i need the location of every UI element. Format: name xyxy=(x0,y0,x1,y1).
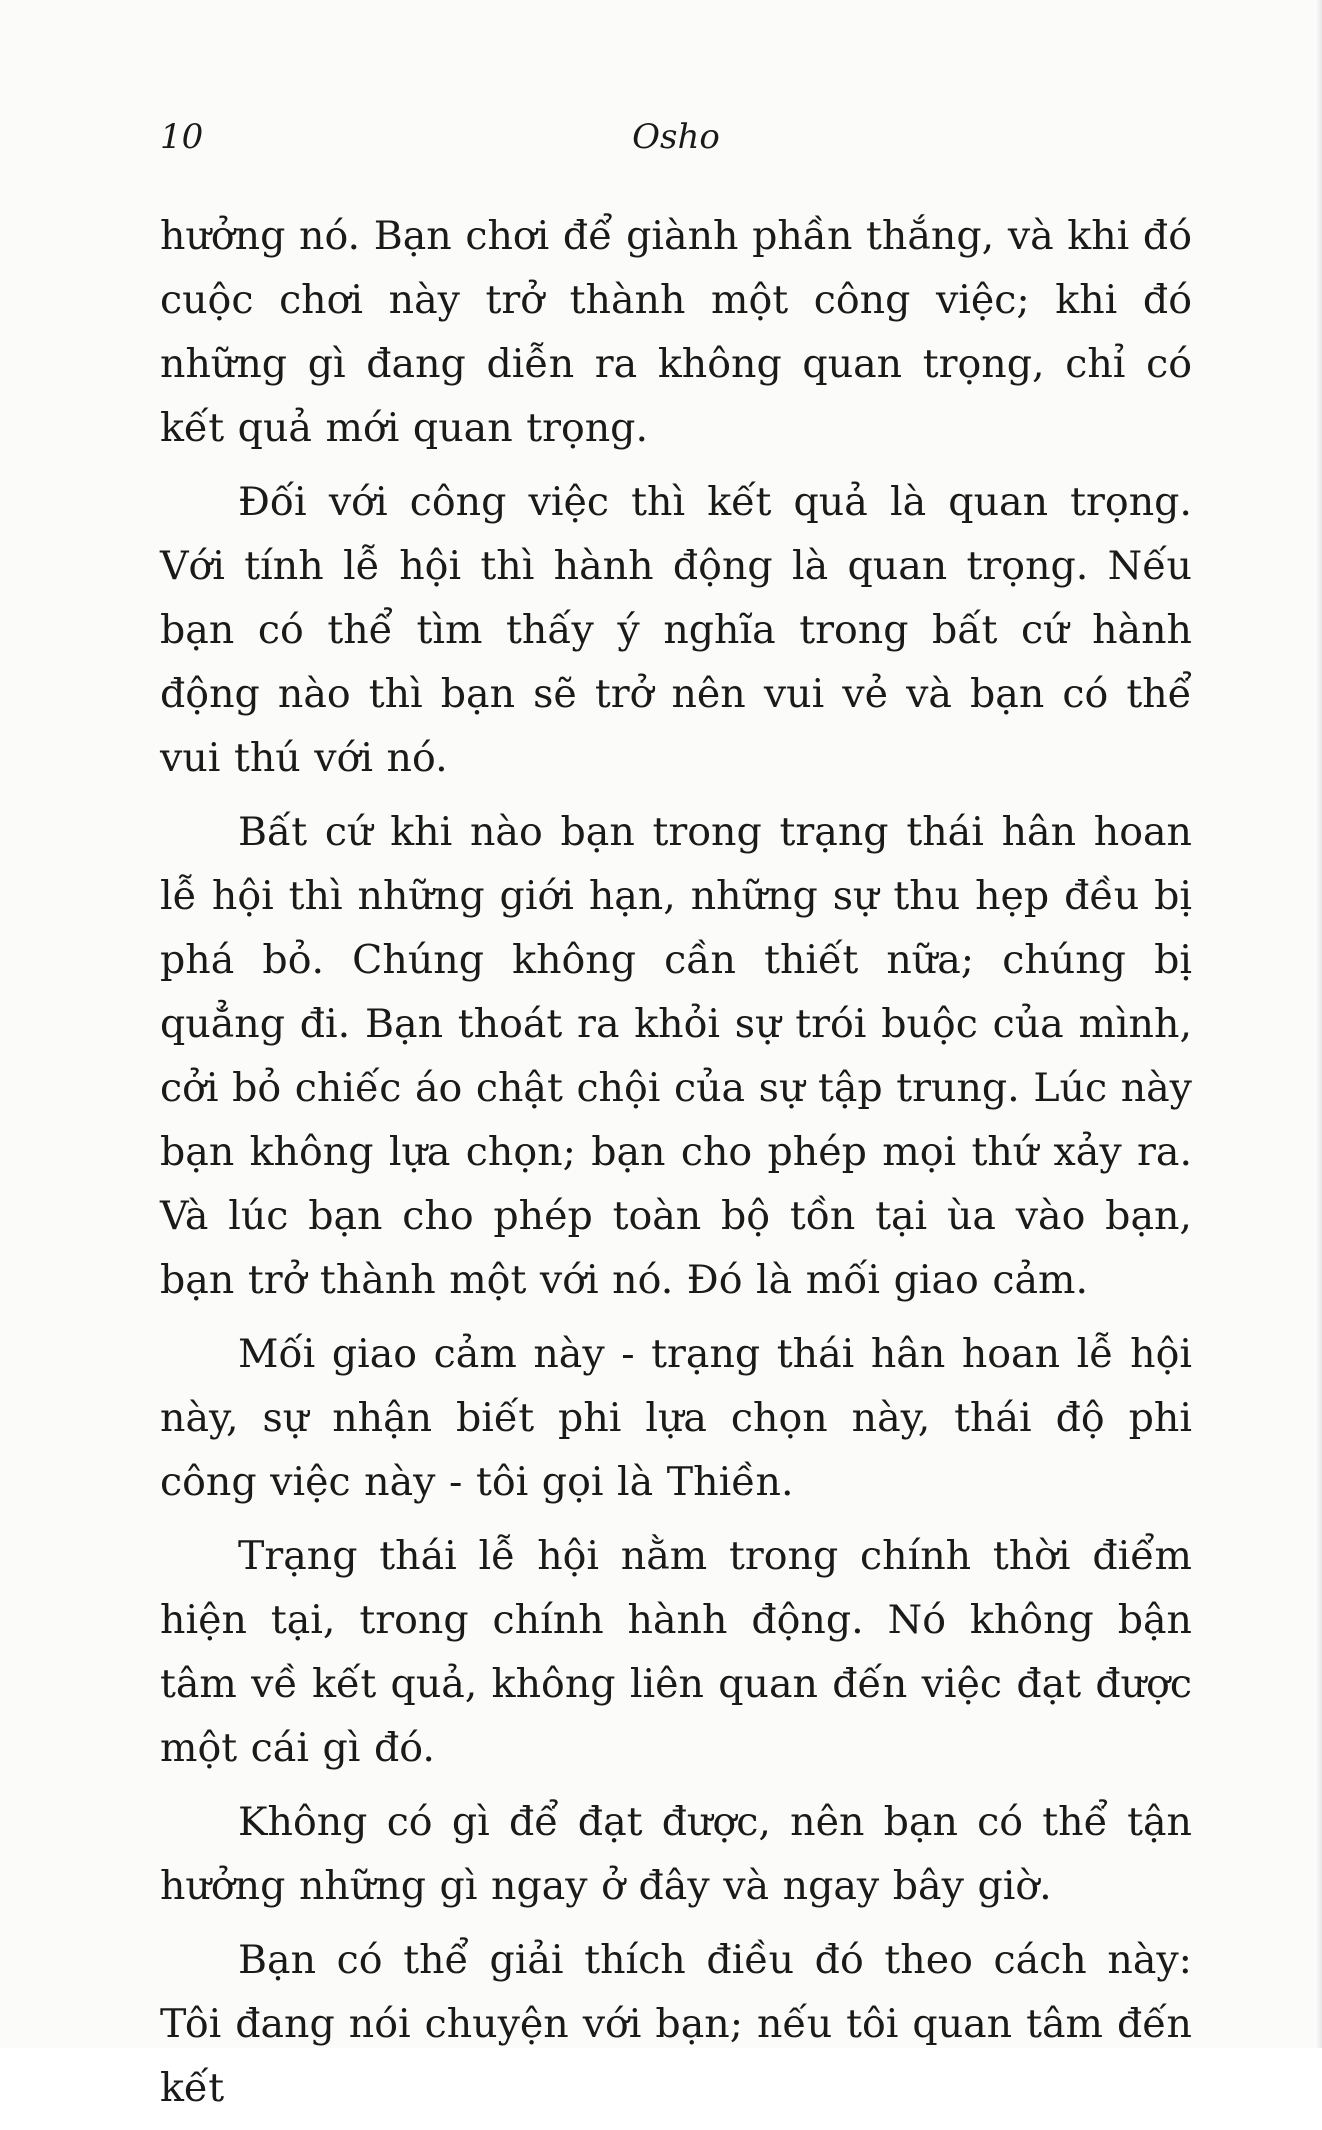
paragraph: Đối với công việc thì kết quả là quan trọng. Với tính lễ hội thì hành động là quan trọng. Nếu bạn có thể tìm thấy ý nghĩa trong bất cứ hành động nào thì bạn sẽ trở nên vui vẻ và bạn có thể vui thú với nó. xyxy=(160,479,1192,781)
running-head: Osho xyxy=(632,117,720,157)
paragraph: Bạn có thể giải thích điều đó theo cách này: Tôi đang nói chuyện với bạn; nếu tôi quan tâm đến kết xyxy=(160,1937,1192,2111)
scan-edge-shadow xyxy=(1316,0,1322,2048)
paragraph: Mối giao cảm này - trạng thái hân hoan lễ hội này, sự nhận biết phi lựa chọn này, thái độ phi công việc này - tôi gọi là Thiền. xyxy=(160,1331,1192,1505)
paragraph: Bất cứ khi nào bạn trong trạng thái hân hoan lễ hội thì những giới hạn, những sự thu hẹp đều bị phá bỏ. Chúng không cần thiết nữa; chúng bị quẳng đi. Bạn thoát ra khỏi sự trói buộc của mình, cởi bỏ chiếc áo chật chội của sự tập trung. Lúc này bạn không lựa chọn; bạn cho phép mọi thứ xảy ra. Và lúc bạn cho phép toàn bộ tồn tại ùa vào bạn, bạn trở thành một với nó. Đó là mối giao cảm. xyxy=(160,809,1192,1303)
paragraph: Trạng thái lễ hội nằm trong chính thời điểm hiện tại, trong chính hành động. Nó không bận tâm về kết quả, không liên quan đến việc đạt được một cái gì đó. xyxy=(160,1533,1192,1771)
page-header xyxy=(160,112,1192,162)
page-number: 10 xyxy=(160,117,204,157)
paragraph: Không có gì để đạt được, nên bạn có thể tận hưởng những gì ngay ở đây và ngay bây giờ. xyxy=(160,1799,1192,1909)
paragraph: hưởng nó. Bạn chơi để giành phần thắng, và khi đó cuộc chơi này trở thành một công việc; khi đó những gì đang diễn ra không quan trọng, chỉ có kết quả mới quan trọng. xyxy=(160,213,1192,451)
body-text xyxy=(160,204,1192,2130)
